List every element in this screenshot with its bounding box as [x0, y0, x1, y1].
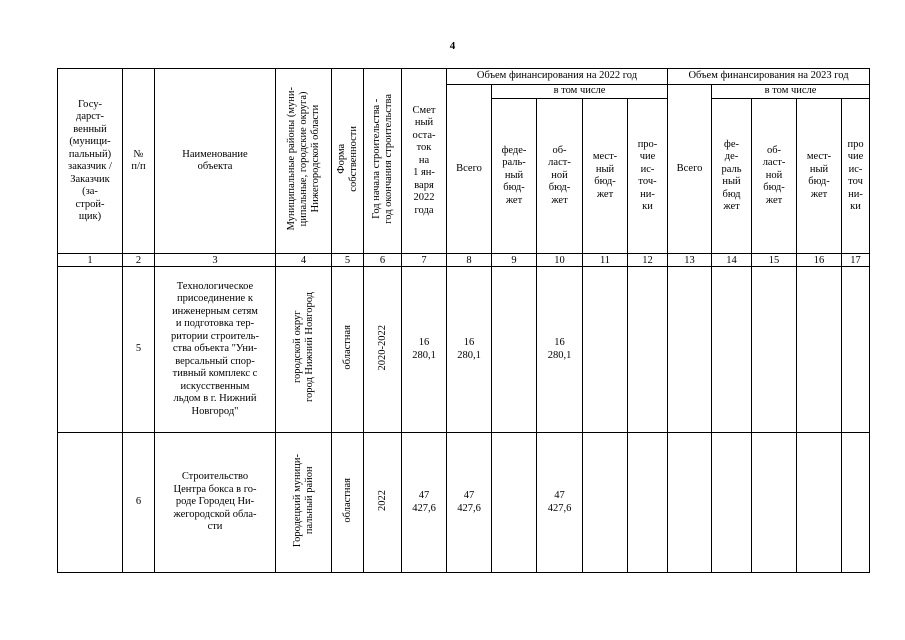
- cell-federal-2022: [492, 267, 537, 433]
- cell-customer: [58, 267, 123, 433]
- cell-regional-2022: 16 280,1: [537, 267, 583, 433]
- cell-ownership: областная: [341, 324, 353, 370]
- cell-ownership-wrap: [332, 433, 364, 573]
- header-districts-cell: [276, 69, 332, 254]
- header-years: Год начала строительства - год окончания строительства: [370, 93, 394, 224]
- cell-total-2023: [668, 267, 712, 433]
- column-number: 11: [583, 254, 628, 267]
- header-local-2023: мест- ный бюд- жет: [797, 99, 842, 254]
- cell-local-2022: [583, 433, 628, 573]
- cell-total-2022: 47 427,6: [447, 433, 492, 573]
- cell-customer: [58, 433, 123, 573]
- cell-object-name: Технологическое присоединение к инженерным сетям и подготовка тер- ритории строитель- ства объекта "Уни- версальный спор- тивный комплекс с искусственным льдом в г. Нижний Новгород": [155, 267, 276, 433]
- cell-estimate: 16 280,1: [402, 267, 447, 433]
- column-number: 7: [402, 254, 447, 267]
- cell-total-2022: 16 280,1: [447, 267, 492, 433]
- header-fin-2023: Объем финансирования на 2023 год: [668, 69, 870, 85]
- cell-federal-2022: [492, 433, 537, 573]
- header-including-2023: в том числе: [712, 85, 870, 99]
- header-object-name: Наименование объекта: [155, 69, 276, 254]
- header-federal-2023: фе- де- раль ный бюд жет: [712, 99, 752, 254]
- header-ownership-cell: [332, 69, 364, 254]
- header-regional-2022: об- ласт- ной бюд- жет: [537, 99, 583, 254]
- cell-years-wrap: [364, 433, 402, 573]
- column-number: 4: [276, 254, 332, 267]
- header-total-2023: Всего: [668, 85, 712, 254]
- header-other-2023: про чие ис- точ ни- ки: [842, 99, 870, 254]
- cell-ownership: областная: [341, 477, 353, 523]
- column-numbers-row: [58, 254, 870, 267]
- header-total-2022: Всего: [447, 85, 492, 254]
- cell-district: Городецкий муници- пальный район: [291, 453, 315, 547]
- column-number: 9: [492, 254, 537, 267]
- cell-local-2023: [797, 433, 842, 573]
- header-number: № п/п: [123, 69, 155, 254]
- cell-regional-2023: [752, 267, 797, 433]
- cell-object-name: Строительство Центра бокса в го- роде Городец Ни- жегородской обла- сти: [155, 433, 276, 573]
- header-federal-2022: феде- раль- ный бюд- жет: [492, 99, 537, 254]
- header-years-cell: [364, 69, 402, 254]
- table-row: [58, 267, 870, 433]
- header-districts: Муниципальные районы (муни- ципальные, городские округа) Нижегородской области: [285, 87, 321, 231]
- cell-other-2023: [842, 433, 870, 573]
- cell-other-2022: [628, 433, 668, 573]
- header-local-2022: мест- ный бюд- жет: [583, 99, 628, 254]
- cell-district: городской округ город Нижний Новгород: [291, 292, 315, 403]
- column-number: 8: [447, 254, 492, 267]
- header-estimate: Смет ный оста- ток на 1 ян- варя 2022 года: [402, 69, 447, 254]
- page-number: 4: [449, 40, 456, 52]
- column-number: 12: [628, 254, 668, 267]
- cell-local-2022: [583, 267, 628, 433]
- table-row: [58, 433, 870, 573]
- header-fin-2022: Объем финансирования на 2022 год: [447, 69, 668, 85]
- column-number: 14: [712, 254, 752, 267]
- cell-other-2022: [628, 267, 668, 433]
- column-number: 1: [58, 254, 123, 267]
- cell-number: 6: [123, 433, 155, 573]
- cell-total-2023: [668, 433, 712, 573]
- column-number: 10: [537, 254, 583, 267]
- cell-regional-2023: [752, 433, 797, 573]
- cell-district-wrap: [276, 267, 332, 433]
- column-number: 6: [364, 254, 402, 267]
- cell-district-wrap: [276, 433, 332, 573]
- cell-estimate: 47 427,6: [402, 433, 447, 573]
- column-number: 5: [332, 254, 364, 267]
- column-number: 15: [752, 254, 797, 267]
- header-including-2022: в том числе: [492, 85, 668, 99]
- cell-local-2023: [797, 267, 842, 433]
- cell-years-wrap: [364, 267, 402, 433]
- cell-ownership-wrap: [332, 267, 364, 433]
- cell-regional-2022: 47 427,6: [537, 433, 583, 573]
- header-row: [58, 69, 870, 85]
- column-number: 3: [155, 254, 276, 267]
- header-customer: Госу- дарст- венный (муници- пальный) заказчик / Заказчик (за- строй- щик): [58, 69, 123, 254]
- cell-years: 2022: [376, 489, 388, 511]
- cell-federal-2023: [712, 433, 752, 573]
- cell-federal-2023: [712, 267, 752, 433]
- column-number: 2: [123, 254, 155, 267]
- header-ownership: Форма собственности: [335, 125, 359, 192]
- cell-number: 5: [123, 267, 155, 433]
- column-number: 13: [668, 254, 712, 267]
- column-number: 16: [797, 254, 842, 267]
- header-other-2022: про- чие ис- точ- ни- ки: [628, 99, 668, 254]
- column-number: 17: [842, 254, 870, 267]
- header-regional-2023: об- ласт- ной бюд- жет: [752, 99, 797, 254]
- cell-other-2023: [842, 267, 870, 433]
- financing-table: [57, 68, 870, 573]
- cell-years: 2020-2022: [376, 324, 388, 370]
